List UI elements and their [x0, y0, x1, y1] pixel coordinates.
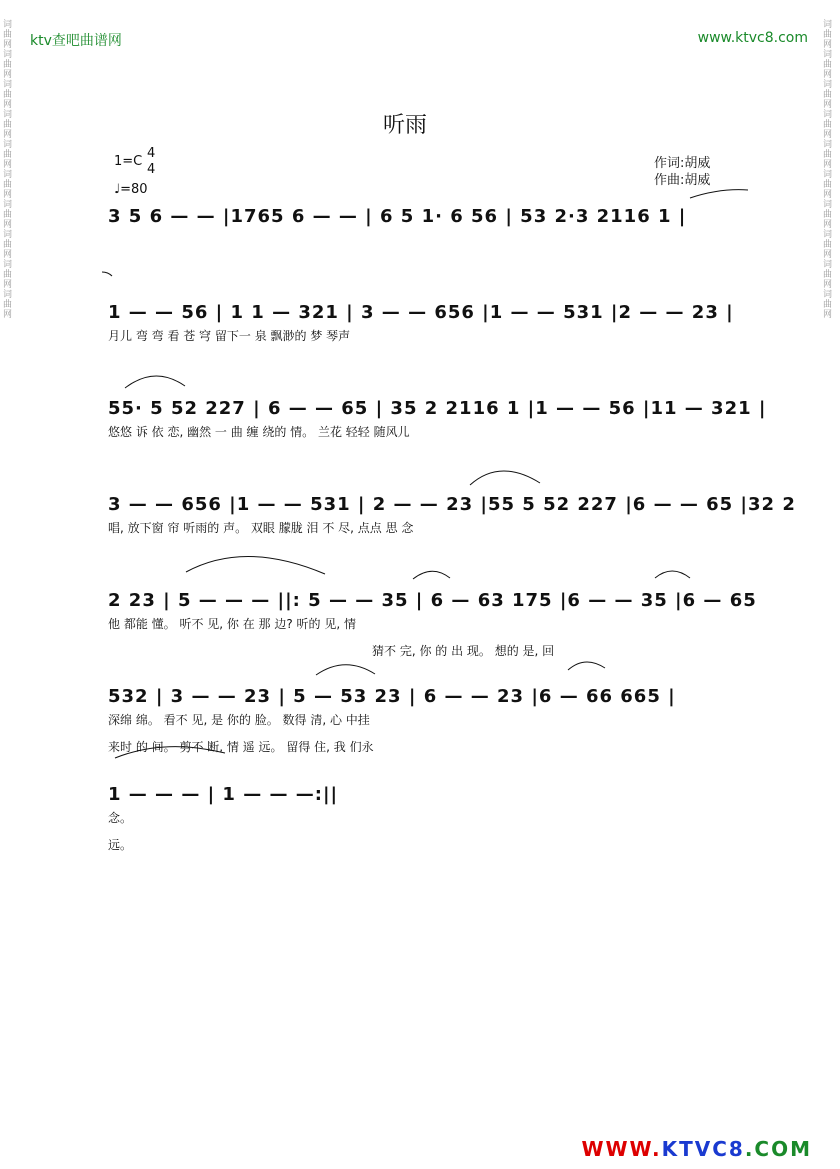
slur-arc: [690, 190, 748, 198]
lyrics-line-2: 来时 的 间。 剪不 断, 情 遥 远。 留得 住, 我 们永: [108, 740, 374, 754]
footer-logo-text: KTVC8: [661, 1137, 745, 1161]
slur-arc: [655, 571, 690, 578]
slur-arc: [316, 665, 375, 675]
footer-logo-text: .COM: [744, 1137, 812, 1161]
slur-arc: [115, 747, 225, 758]
slur-arc: [470, 471, 540, 485]
time-bottom: 4: [147, 162, 156, 177]
site-url-right[interactable]: www.ktvc8.com: [697, 30, 808, 46]
composer-credit: 作曲:胡威: [654, 173, 711, 188]
song-title: 听雨: [382, 113, 427, 138]
notes-line: 3 — — 656 |1 — — 531 | 2 — — 23 |55 5 52 227 |6 — — 65 |32 2: [108, 494, 796, 515]
lyrics-line-1: 唱, 放下窗 帘 听雨的 声。 双眼 朦胧 泪 不 尽, 点点 思 念: [108, 521, 414, 535]
lyricist-credit: 作词:胡威: [654, 156, 711, 171]
lyrics-line-1: 深绵 绵。 看不 见, 是 你的 脸。 数得 清, 心 中挂: [108, 713, 370, 727]
slur-arc: [102, 272, 112, 276]
side-watermark-text: 词曲网词曲网词曲网词曲网词曲网词曲网词曲网词曲网词曲网词曲网: [823, 20, 833, 320]
key-label: 1=C: [114, 154, 143, 169]
notes-line: 55· 5 52 227 | 6 — — 65 | 35 2 2116 1 |1 — — 56 |11 — 321 |: [108, 398, 767, 419]
footer-logo[interactable]: [581, 1137, 812, 1161]
lyrics-line-1: 念。: [108, 811, 133, 825]
lyrics-line-1: 悠悠 诉 依 恋, 幽然 一 曲 缠 绕的 情。 兰花 轻轻 随风儿: [108, 425, 410, 439]
notes-line: 532 | 3 — — 23 | 5 — 53 23 | 6 — — 23 |6 — 66 665 |: [108, 686, 676, 707]
lyrics-line-1: 月儿 弯 弯 看 苍 穹 留下一 泉 飘渺的 梦 琴声: [108, 329, 351, 343]
notes-line: 2 23 | 5 — — — ||: 5 — — 35 | 6 — 63 175 |6 — — 35 |6 — 65: [108, 590, 757, 611]
notes-line: 1 — — — | 1 — — —:||: [108, 784, 339, 805]
site-name-left: ktv查吧曲谱网: [30, 33, 122, 49]
slur-arc: [125, 376, 185, 388]
tempo-mark: ♩=80: [114, 182, 148, 197]
slur-arc: [186, 556, 325, 574]
notes-line: 3 5 6 — — |1765 6 — — | 6 5 1· 6 56 | 53 2·3 2116 1 |: [108, 206, 687, 227]
footer-logo-text: WWW.: [581, 1137, 662, 1161]
lyrics-line-2: 远。: [108, 838, 133, 852]
notes-line: 1 — — 56 | 1 1 — 321 | 3 — — 656 |1 — — 531 |2 — — 23 |: [108, 302, 734, 323]
slur-arc: [568, 662, 605, 670]
side-watermark-text: 词曲网词曲网词曲网词曲网词曲网词曲网词曲网词曲网词曲网词曲网: [3, 20, 13, 320]
lyrics-line-2: 猜不 完, 你 的 出 现。 想的 是, 回: [372, 644, 555, 658]
time-top: 4: [147, 146, 156, 161]
lyrics-line-1: 他 都能 懂。 听不 见, 你 在 那 边? 听的 见, 情: [108, 617, 356, 631]
slur-arc: [413, 571, 450, 579]
